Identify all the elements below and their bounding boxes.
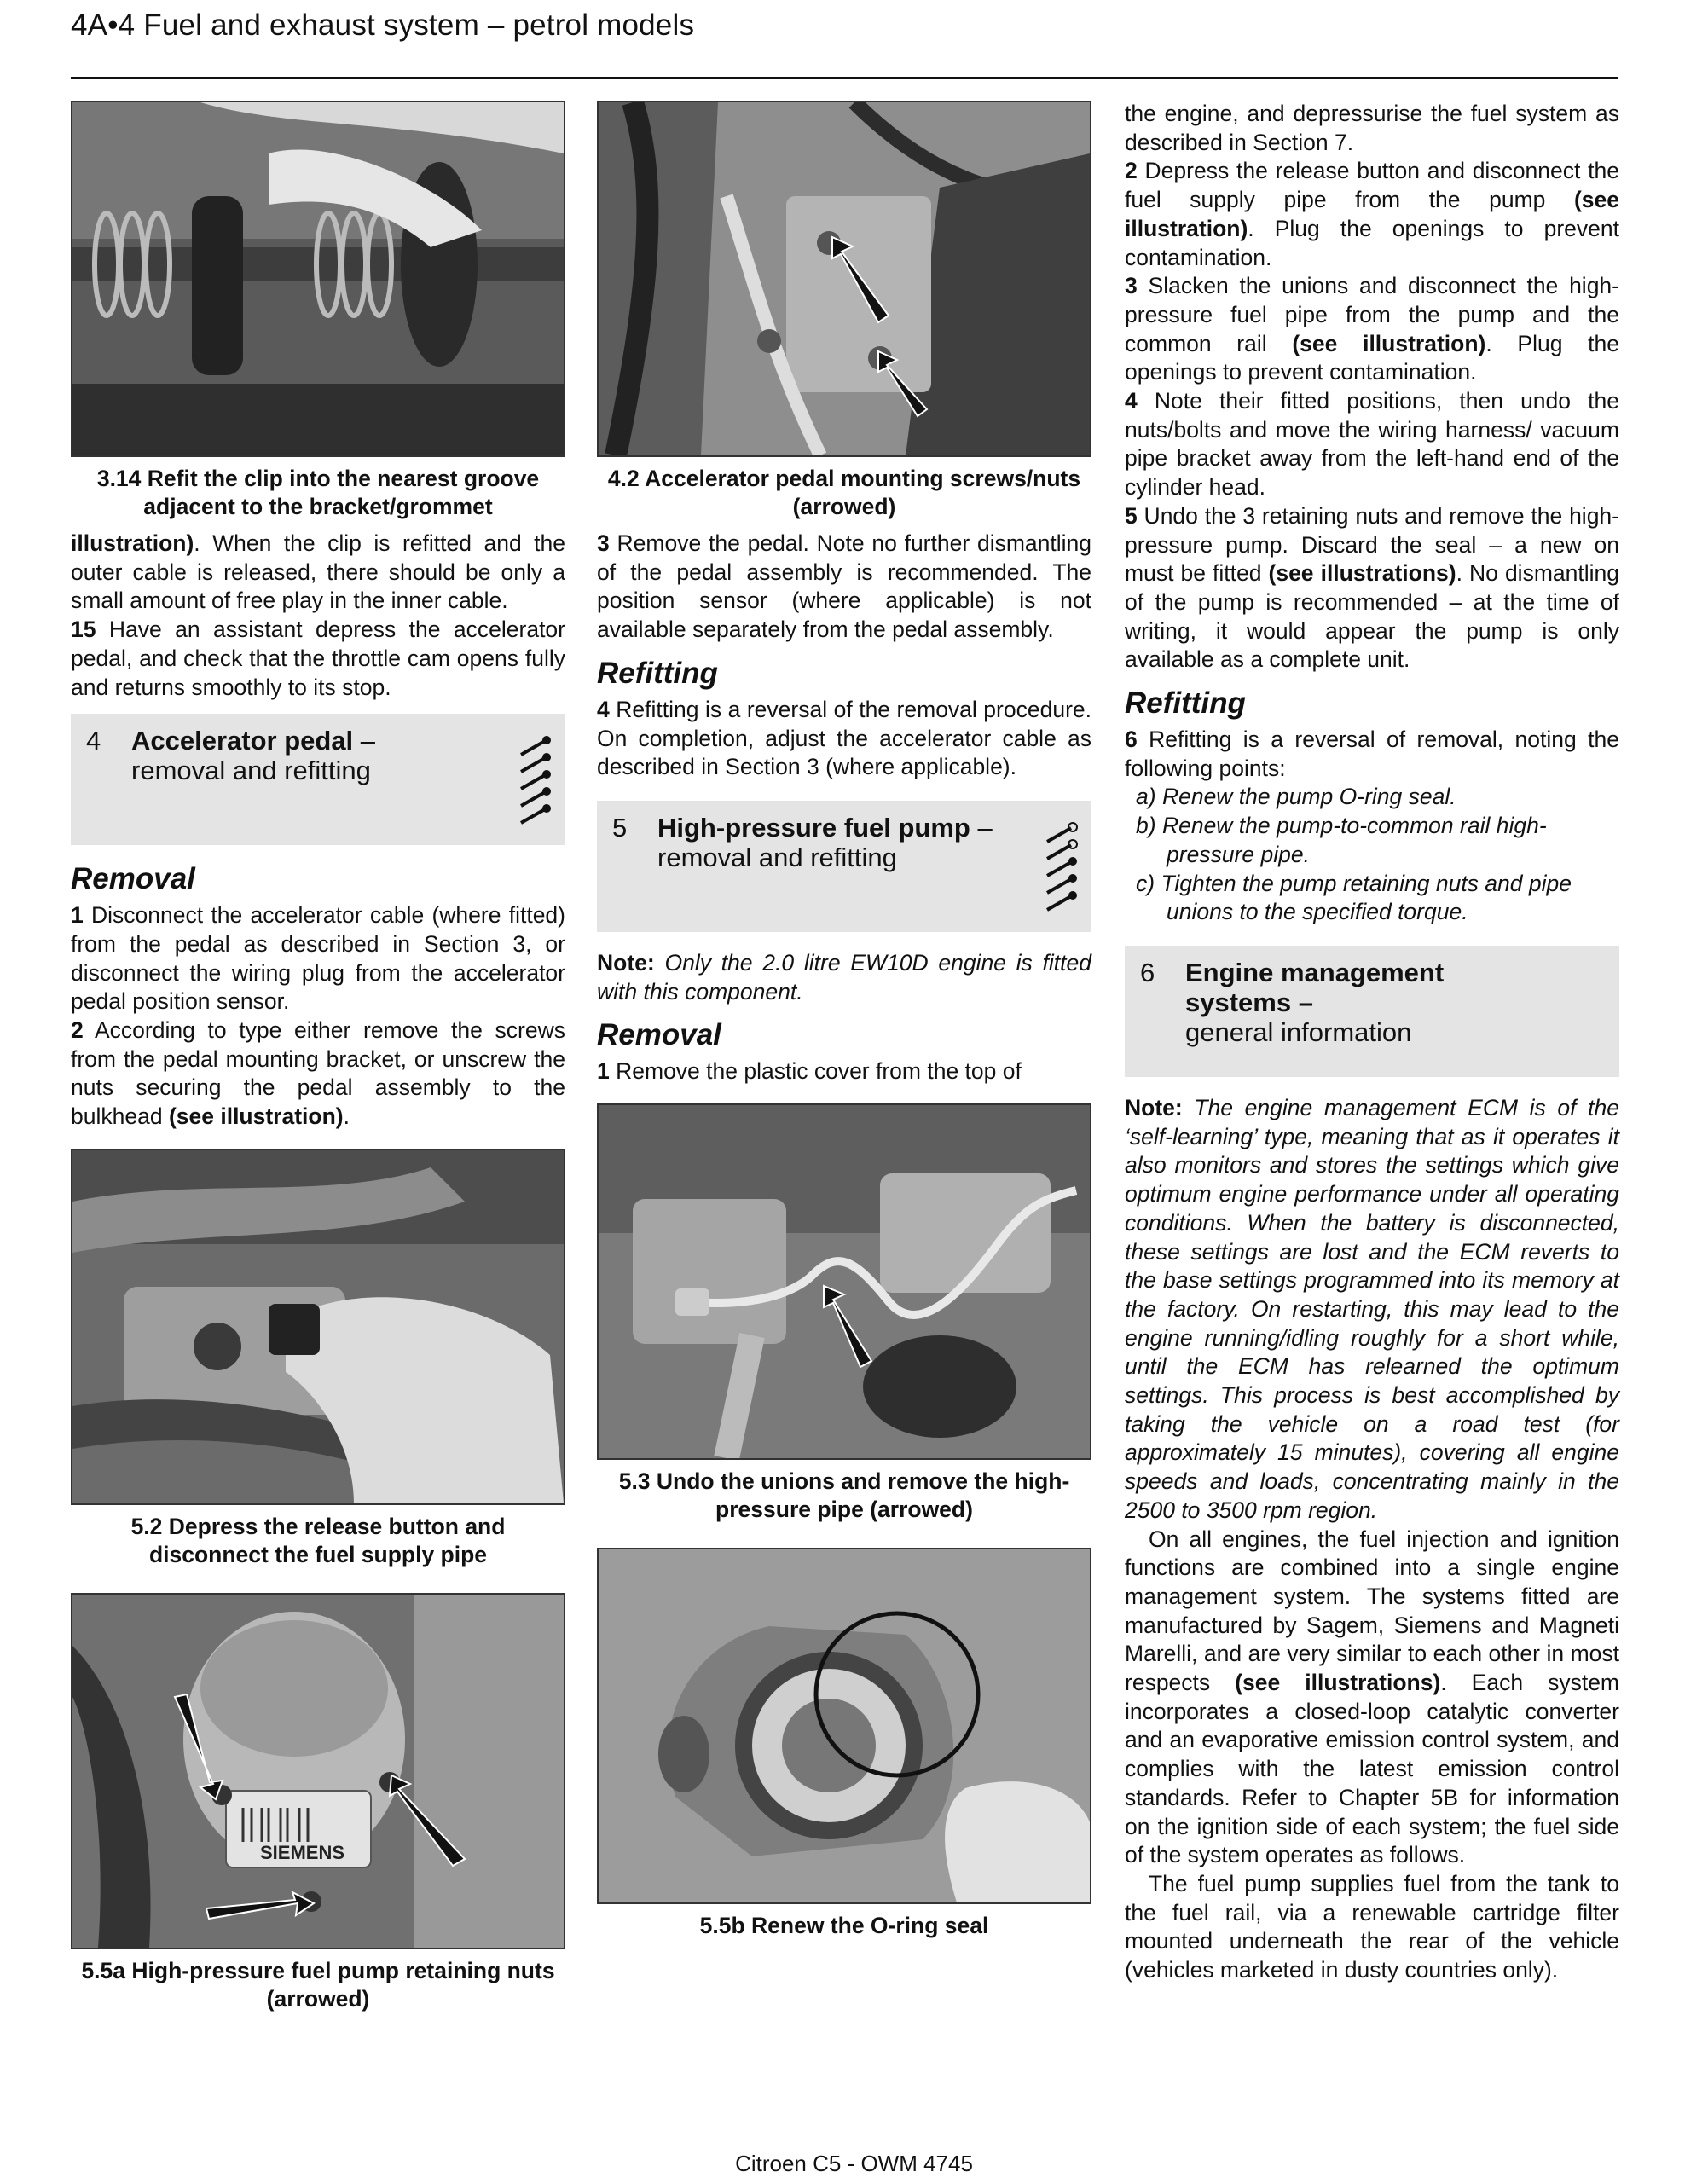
caption-5-5b: 5.5b Renew the O-ring seal xyxy=(699,1913,989,1939)
caption-5-5a: 5.5a High-pressure fuel pump retaining nuts (arrowed) xyxy=(81,1957,555,2012)
page-footer: Citroen C5 - OWM 4745 xyxy=(735,2151,973,2176)
refitting-heading-5: Refitting xyxy=(1125,686,1246,721)
note-ew10d: Note: Only the 2.0 litre EW10D engine is fitted with this component. xyxy=(597,949,1091,1005)
difficulty-spanner-icon xyxy=(1042,819,1080,918)
paragraph-5-1-cont: the engine, and depressurise the fuel system as described in Section 7. xyxy=(1125,101,1619,155)
paragraph-5-4: 4 Note their fitted positions, then undo the nuts/bolts and move the wiring harness/ vacuum pipe bracket away from the left-hand end of the cylinder head. xyxy=(1125,388,1619,501)
section-5-heading: 5 High-pressure fuel pump – removal and refitting xyxy=(597,801,1091,932)
paragraph-4-3: 3 Remove the pedal. Note no further dismantling of the pedal assembly is recommended. The position sensor (where applicable) is not available separately from the pedal assembly. xyxy=(597,530,1091,643)
paragraph-5-5: 5 Undo the 3 retaining nuts and remove the high-pressure pump. Discard the seal – a new on must be fitted (see illustrations). No dismantling of the pump is recommended – at the time of writing, it would appear the pump is only available as a complete unit. xyxy=(1125,502,1619,673)
caption-5-2: 5.2 Depress the release button and disconnect the fuel supply pipe xyxy=(130,1513,506,1567)
removal-heading-5: Removal xyxy=(597,1018,721,1052)
difficulty-spanner-icon xyxy=(516,732,553,831)
refitting-heading-4: Refitting xyxy=(597,656,718,690)
photo-5-3 xyxy=(597,1103,1091,1460)
photo-3-14 xyxy=(71,101,565,457)
pump-label-text: SIEMENS xyxy=(260,1841,345,1863)
paragraph-4-4: 4 Refitting is a reversal of the removal procedure. On completion, adjust the accelerator cable as described in Section 3 (where applicable). xyxy=(597,696,1091,780)
paragraph-6-b: The fuel pump supplies fuel from the tank to the fuel rail, via a renewable cartridge filter mounted underneath the rear of the vehicle (vehicles marketed in dusty countries only). xyxy=(1125,1870,1619,1983)
list-item: a) Renew the pump O-ring seal. xyxy=(1136,784,1456,810)
caption-3-14: 3.14 Refit the clip into the nearest groove adjacent to the bracket/grommet xyxy=(96,466,540,519)
note-ecm: Note: The engine management ECM is of the ‘self-learning’ type, meaning that as it operates it also monitors and stores the settings which give optimum engine performance under all operating conditions. When the battery is disconnected, these settings are lost and the ECM reverts to the base settings programmed into its memory at the factory. On restarting, this may lead to the engine running/idling roughly for a short while, until the ECM has relearned the optimum settings. This process is best accomplished by taking the vehicle on a road test (for approximately 15 minutes), covering all engine speeds and loads, concentrating mainly in the 2500 to 3500 rpm region. xyxy=(1125,1094,1619,1523)
photo-5-5a xyxy=(71,1593,565,1949)
caption-4-2: 4.2 Accelerator pedal mounting screws/nuts (arrowed) xyxy=(607,466,1081,519)
photo-5-2 xyxy=(71,1149,565,1505)
paragraph-3-14-cont: illustration). When the clip is refitted and the outer cable is released, there should be only a small amount of free play in the inner cable. xyxy=(71,530,565,614)
column-2 xyxy=(597,101,1091,1948)
paragraph-5-3: 3 Slacken the unions and disconnect the high-pressure fuel pipe from the pump and the common rail (see illustration). Plug the openings to prevent contamination. xyxy=(1125,273,1619,385)
photo-4-2 xyxy=(597,101,1091,457)
page-header: 4A•4 Fuel and exhaust system – petrol models xyxy=(71,9,695,42)
paragraph-4-2: 2 According to type either remove the screws from the pedal mounting bracket, or unscrew the nuts securing the pedal assembly to the bulkhead (see illustration). xyxy=(71,1017,565,1130)
paragraph-5-1: 1 Remove the plastic cover from the top of xyxy=(597,1058,1022,1085)
removal-heading: Removal xyxy=(71,862,195,896)
photo-5-5b xyxy=(597,1548,1091,1904)
caption-5-3: 5.3 Undo the unions and remove the high-pressure pipe (arrowed) xyxy=(618,1468,1070,1523)
paragraph-15: 15 Have an assistant depress the accelerator pedal, and check that the throttle cam opens fully and returns smoothly to its stop. xyxy=(71,617,565,700)
section-6-heading: 6 Engine management systems – general information xyxy=(1125,946,1619,1077)
header-rule xyxy=(71,77,1618,79)
list-item: c) Tighten the pump retaining nuts and pipe unions to the specified torque. xyxy=(1136,870,1572,925)
paragraph-6-a: On all engines, the fuel injection and ignition functions are combined into a single engine management system. The systems fitted are manufactured by Sagem, Siemens and Magneti Marelli, and are very similar to each other in most respects (see illustrations). Each system incorporates a closed-loop catalytic converter and an evaporative emission control system, and complies with the latest emission control standards. Refer to Chapter 5B for information on the ignition side of each system; the fuel side of the system operates as follows. xyxy=(1125,1526,1620,1868)
column-1 xyxy=(71,101,565,2022)
paragraph-4-1: 1 Disconnect the accelerator cable (where fitted) from the pedal as described in Section 3, or disconnect the wiring plug from the accelerator pedal position sensor. xyxy=(71,902,565,1015)
list-item: b) Renew the pump-to-common rail high-pressure pipe. xyxy=(1136,813,1547,867)
column-3 xyxy=(1125,100,1619,1985)
paragraph-5-2: 2 Depress the release button and disconnect the fuel supply pipe from the pump (see illustration). Plug the openings to prevent contamination. xyxy=(1125,158,1619,270)
paragraph-5-6: 6 Refitting is a reversal of removal, noting the following points: xyxy=(1125,727,1619,781)
section-4-heading: 4 Accelerator pedal – removal and refitting xyxy=(71,714,565,845)
